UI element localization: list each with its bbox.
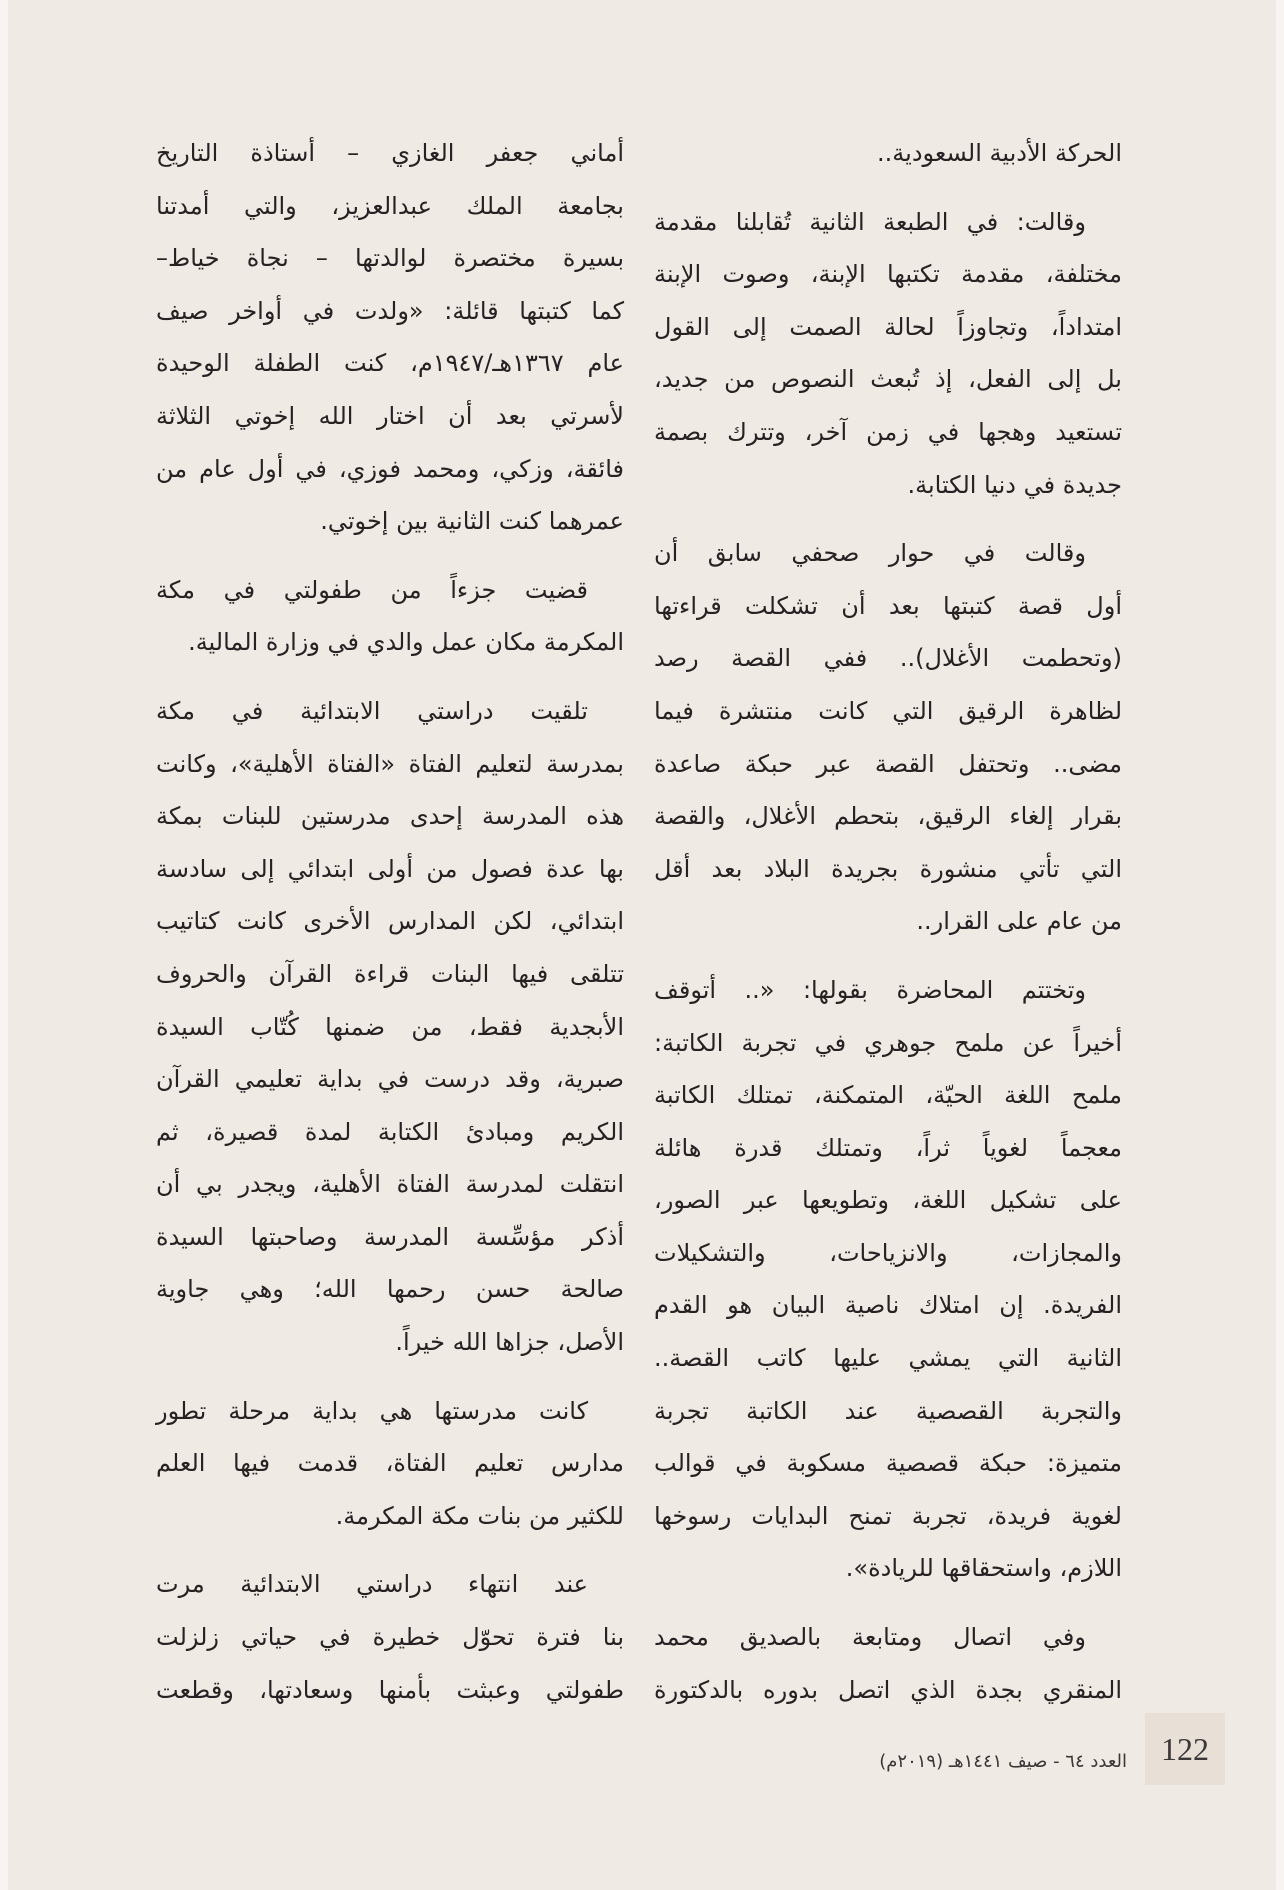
paragraph bbox=[156, 564, 624, 669]
text-line: معجماً لغوياً ثراً، وتمتلك قدرة هائلة bbox=[654, 1133, 1122, 1162]
paragraph bbox=[654, 127, 1122, 180]
text-line: من عام على القرار.. bbox=[916, 907, 1122, 936]
issue-info: العدد ٦٤ - صيف ١٤٤١هـ (٢٠١٩م) bbox=[879, 1751, 1127, 1772]
text-line: قضيت جزءاً من طفولتي في مكة bbox=[156, 575, 588, 604]
text-line: بنا فترة تحوّل خطيرة في حياتي زلزلت bbox=[156, 1623, 624, 1652]
text-line: امتداداً، وتجاوزاً لحالة الصمت إلى القول bbox=[654, 312, 1122, 341]
text-line: هذه المدرسة إحدى مدرستين للبنات بمكة bbox=[156, 802, 624, 831]
text-line: الأبجدية فقط، من ضمنها كُتّاب السيدة bbox=[156, 1012, 624, 1041]
paragraph bbox=[654, 1611, 1122, 1716]
page-number: 122 bbox=[1145, 1713, 1225, 1785]
text-line: مدارس تعليم الفتاة، قدمت فيها العلم bbox=[156, 1449, 624, 1478]
text-line: أول قصة كتبتها بعد أن تشكلت قراءتها bbox=[654, 591, 1122, 620]
text-line: وقالت: في الطبعة الثانية تُقابلنا مقدمة bbox=[654, 207, 1086, 236]
text-line: عمرهما كنت الثانية بين إخوتي. bbox=[320, 507, 624, 536]
text-line: مضى.. وتحتفل القصة عبر حبكة صاعدة bbox=[654, 749, 1122, 778]
paragraph bbox=[156, 685, 624, 1369]
text-line: لأسرتي بعد أن اختار الله إخوتي الثلاثة bbox=[156, 401, 624, 430]
text-line: لغوية فريدة، تجربة تمنح البدايات رسوخها bbox=[654, 1501, 1122, 1530]
text-line: الثانية التي يمشي عليها كاتب القصة.. bbox=[654, 1344, 1122, 1373]
text-line: تستعيد وهجها في زمن آخر، وتترك بصمة bbox=[654, 417, 1122, 446]
text-line: الحركة الأدبية السعودية.. bbox=[877, 139, 1122, 167]
text-line: ابتدائي، لكن المدارس الأخرى كانت كتاتيب bbox=[156, 907, 624, 936]
text-line: ملمح اللغة الحيّة، المتمكنة، تمتلك الكاتبة bbox=[654, 1081, 1122, 1110]
left-column bbox=[156, 127, 624, 1716]
text-line: الفريدة. إن امتلاك ناصية البيان هو القدم bbox=[654, 1291, 1122, 1320]
text-line: تتلقى فيها البنات قراءة القرآن والحروف bbox=[156, 959, 624, 988]
paragraph bbox=[156, 1385, 624, 1543]
text-line: كانت مدرستها هي بداية مرحلة تطور bbox=[156, 1396, 588, 1425]
text-line: صالحة حسن رحمها الله؛ وهي جاوية bbox=[156, 1275, 624, 1304]
text-line: بجامعة الملك عبدالعزيز، والتي أمدتنا bbox=[156, 191, 624, 220]
text-line: جديدة في دنيا الكتابة. bbox=[907, 470, 1122, 499]
text-line: متميزة: حبكة قصصية مسكوبة في قوالب bbox=[654, 1449, 1122, 1478]
text-line: (وتحطمت الأغلال).. ففي القصة رصد bbox=[654, 644, 1122, 673]
text-line: تلقيت دراستي الابتدائية في مكة bbox=[156, 696, 588, 725]
text-line: صبرية، وقد درست في بداية تعليمي القرآن bbox=[156, 1065, 624, 1094]
text-line: اللازم، واستحقاقها للريادة». bbox=[845, 1554, 1122, 1583]
text-line: بسيرة مختصرة لوالدتها – نجاة خياط– bbox=[156, 244, 624, 273]
paragraph bbox=[654, 196, 1122, 512]
text-line: كما كتبتها قائلة: «ولدت في أواخر صيف bbox=[156, 296, 624, 325]
text-line: المنقري بجدة الذي اتصل بدوره بالدكتورة bbox=[654, 1675, 1122, 1704]
text-line: التي تأتي منشورة بجريدة البلاد بعد أقل bbox=[654, 854, 1122, 883]
paragraph bbox=[654, 964, 1122, 1595]
text-line: وقالت في حوار صحفي سابق أن bbox=[654, 539, 1086, 568]
text-line: أماني جعفر الغازي – أستاذة التاريخ bbox=[156, 139, 624, 167]
text-line: عام ١٣٦٧هـ/١٩٤٧م، كنت الطفلة الوحيدة bbox=[156, 349, 624, 378]
text-line: أذكر مؤسِّسة المدرسة وصاحبتها السيدة bbox=[156, 1222, 624, 1251]
text-line: بقرار إلغاء الرقيق، بتحطم الأغلال، والقصة bbox=[654, 802, 1122, 831]
text-line: والمجازات، والانزياحات، والتشكيلات bbox=[654, 1238, 1122, 1267]
paragraph bbox=[156, 127, 624, 548]
text-line: على تشكيل اللغة، وتطويعها عبر الصور، bbox=[654, 1186, 1122, 1215]
text-line: وفي اتصال ومتابعة بالصديق محمد bbox=[654, 1623, 1086, 1652]
text-line: والتجربة القصصية عند الكاتبة تجربة bbox=[654, 1396, 1122, 1425]
text-line: للكثير من بنات مكة المكرمة. bbox=[335, 1501, 624, 1530]
text-line: طفولتي وعبثت بأمنها وسعادتها، وقطعت bbox=[156, 1675, 624, 1704]
text-line: المكرمة مكان عمل والدي في وزارة المالية. bbox=[188, 628, 624, 657]
text-line: بمدرسة لتعليم الفتاة «الفتاة الأهلية»، وكانت bbox=[156, 749, 624, 778]
text-line: الأصل، جزاها الله خيراً. bbox=[395, 1328, 624, 1357]
text-line: فائقة، وزكي، ومحمد فوزي، في أول عام من bbox=[156, 454, 624, 483]
text-line: بل إلى الفعل، إذ تُبعث النصوص من جديد، bbox=[654, 365, 1122, 394]
right-column bbox=[654, 127, 1122, 1716]
paragraph bbox=[156, 1558, 624, 1716]
text-line: أخيراً عن ملمح جوهري في تجربة الكاتبة: bbox=[654, 1028, 1122, 1057]
text-line: الكريم ومبادئ الكتابة لمدة قصيرة، ثم bbox=[156, 1117, 624, 1146]
text-line: انتقلت لمدرسة الفتاة الأهلية، ويجدر بي أن bbox=[156, 1170, 624, 1199]
paragraph bbox=[654, 527, 1122, 948]
text-line: لظاهرة الرقيق التي كانت منتشرة فيما bbox=[654, 696, 1122, 725]
text-line: عند انتهاء دراستي الابتدائية مرت bbox=[156, 1570, 588, 1599]
text-line: بها عدة فصول من أولى ابتدائي إلى سادسة bbox=[156, 854, 624, 883]
text-line: مختلفة، مقدمة تكتبها الإبنة، وصوت الإبنة bbox=[654, 260, 1122, 289]
text-line: وتختتم المحاضرة بقولها: «.. أتوقف bbox=[654, 975, 1086, 1004]
